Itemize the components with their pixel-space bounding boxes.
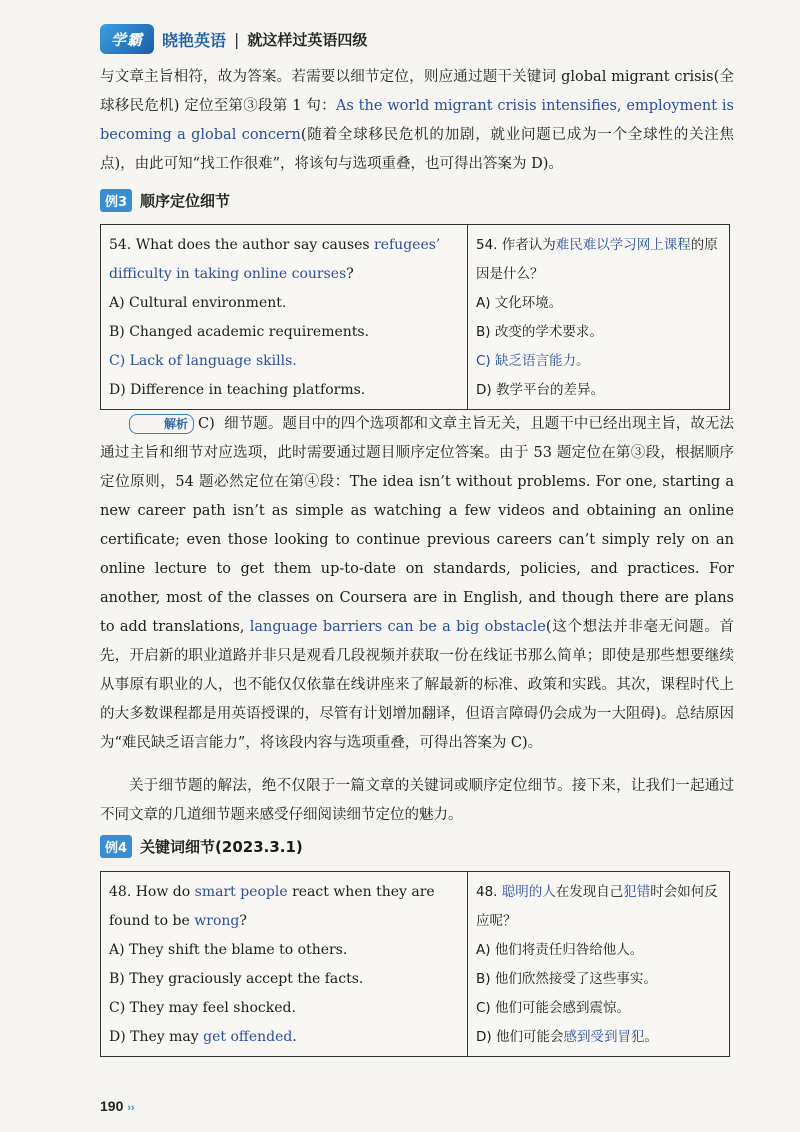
intro-text-2: (随着全球移民危机的加剧，就业问题已成为一个全球性的关注焦点)，由此可知“找工作很难”，将该句与选项重叠，也可得出答案为 D)。 [100, 127, 734, 172]
stem-text-zh: 54. 作者认为 [476, 237, 556, 253]
stem-end: ? [346, 266, 354, 282]
intro-highlight: As the world migrant crisis intensifies, employment is becoming a global concern [100, 98, 734, 143]
option-d-text-zh: D) 他们可能会 [476, 1029, 564, 1045]
option-d: D) Difference in teaching platforms. [109, 382, 366, 398]
stem-end-zh: 时会如何反应呢？ [476, 884, 718, 929]
analysis-badge: 解析 [129, 414, 194, 434]
example4-title: 关键词细节(2023.3.1) [140, 837, 303, 856]
option-a: A) They shift the blame to others. [109, 942, 348, 958]
stem-text-2: react when they are found to be [109, 884, 435, 929]
analysis-paragraph [100, 410, 734, 758]
option-b: B) Changed academic requirements. [109, 324, 370, 340]
analysis-text-2: (这个想法并非毫无问题。首先，开启新的职业道路并非只是观看几段视频并获取一份在线证书那么简单；即使是那些想要继续从事原有职业的人，也不能仅仅依靠在线讲座来了解最新的标准、政策和实践。其次，课程时代上的大多数课程都是用英语授课的，尽管有计划增加翻译，但语言障碍仍会成为一大阻碍)。总结原因为“难民缺乏语言能力”，将该段内容与选项重叠，可得出答案为 C)。 [100, 619, 734, 751]
intro-paragraph [100, 63, 734, 179]
option-d-text: D) They may [109, 1029, 204, 1045]
stem-highlight-2: wrong [194, 913, 240, 929]
stem-text-zh: 48. [476, 884, 502, 900]
book-title: 就这样过英语四级 [247, 30, 368, 49]
example3-english-column [101, 225, 468, 409]
stem-highlight-1: smart people [194, 884, 288, 900]
header-separator: | [234, 29, 240, 49]
stem-end: ? [239, 913, 247, 929]
example4-question-box [100, 871, 730, 1057]
stem-highlight-1-zh: 聪明的人 [501, 884, 556, 900]
transition-text: 关于细节题的解法，绝不仅限于一篇文章的关键词或顺序定位细节。接下来，让我们一起通过不同文章的几道细节题来感受仔细阅读细节定位的魅力。 [100, 778, 734, 823]
example3-title: 顺序定位细节 [140, 191, 231, 210]
analysis-text-1: 细节题。题目中的四个选项都和文章主旨无关，且题干中已经出现主旨，故无法通过主旨和细节对应选项，此时需要通过题目顺序定位答案。由于 53 题定位在第③段，根据顺序定位原则，54 题必然定位在第④段：The idea isn’t without problems. For one, starting a new career path isn’t as simple as watching a few videos and obtaining an online certificate; even those looking to continue previous careers can’t simply rely on an online lecture to get them up-to-date on standards, policies, and practices. For another, most of the classes on Coursera are in English, and though there are plans to add translations, [100, 416, 734, 635]
option-d-zh: D) 教学平台的差异。 [476, 382, 604, 398]
example3-question-box [100, 224, 730, 410]
example3-heading [100, 188, 230, 212]
example3-stem [109, 231, 459, 289]
stem-text-2-zh: 在发现自己 [555, 884, 624, 900]
intro-text-1: 与文章主旨相符，故为答案。若需要以细节定位，则应通过题干关键词 global migrant crisis(全球移民危机) 定位至第③段第 1 句： [100, 69, 734, 114]
option-a-zh: A) 文化环境。 [476, 295, 563, 311]
option-d-highlight: get offended [203, 1029, 293, 1045]
example3-badge: 例3 [100, 189, 132, 212]
analysis-highlight: language barriers can be a big obstacle [249, 619, 546, 635]
example4-heading [100, 834, 303, 858]
stem-text: 48. How do [109, 884, 195, 900]
option-d-end-zh: 。 [644, 1029, 658, 1045]
example4-stem [109, 878, 459, 936]
option-d-highlight-zh: 感到受到冒犯 [563, 1029, 645, 1045]
page-number [100, 1098, 135, 1114]
stem-highlight-zh: 难民难以学习网上课程 [555, 237, 691, 253]
stem-highlight-2-zh: 犯错 [623, 884, 651, 900]
option-c-zh: C) 缺乏语言能力。 [476, 353, 590, 369]
stem-text: 54. What does the author say causes [109, 237, 375, 253]
example4-chinese-column [468, 872, 729, 1056]
example4-badge: 例4 [100, 835, 132, 858]
example3-chinese-column [468, 225, 729, 409]
option-b-zh: B) 改变的学术要求。 [476, 324, 603, 340]
option-d-end: . [292, 1029, 297, 1045]
page-header [100, 22, 367, 56]
logo: 学霸 [100, 24, 154, 54]
example4-stem-zh [476, 878, 721, 936]
option-a: A) Cultural environment. [109, 295, 287, 311]
page-arrow-icon: ›› [127, 1102, 135, 1114]
option-c: C) Lack of language skills. [109, 353, 297, 369]
example3-stem-zh [476, 231, 721, 289]
brand-name: 晓艳英语 [162, 30, 227, 50]
analysis-answer: C) [198, 416, 215, 432]
option-b: B) They graciously accept the facts. [109, 971, 364, 987]
option-d [109, 1023, 459, 1052]
option-c: C) They may feel shocked. [109, 1000, 296, 1016]
example4-english-column [101, 872, 468, 1056]
page-number-text: 190 [100, 1098, 124, 1114]
option-a-zh: A) 他们将责任归咎给他人。 [476, 942, 644, 958]
stem-highlight: refugees’ difficulty in taking online courses [109, 237, 441, 282]
stem-end-zh: 的原因是什么？ [476, 237, 718, 282]
option-d-zh [476, 1023, 721, 1052]
option-b-zh: B) 他们欣然接受了这些事实。 [476, 971, 657, 987]
transition-paragraph [100, 772, 734, 830]
option-c-zh: C) 他们可能会感到震惊。 [476, 1000, 630, 1016]
